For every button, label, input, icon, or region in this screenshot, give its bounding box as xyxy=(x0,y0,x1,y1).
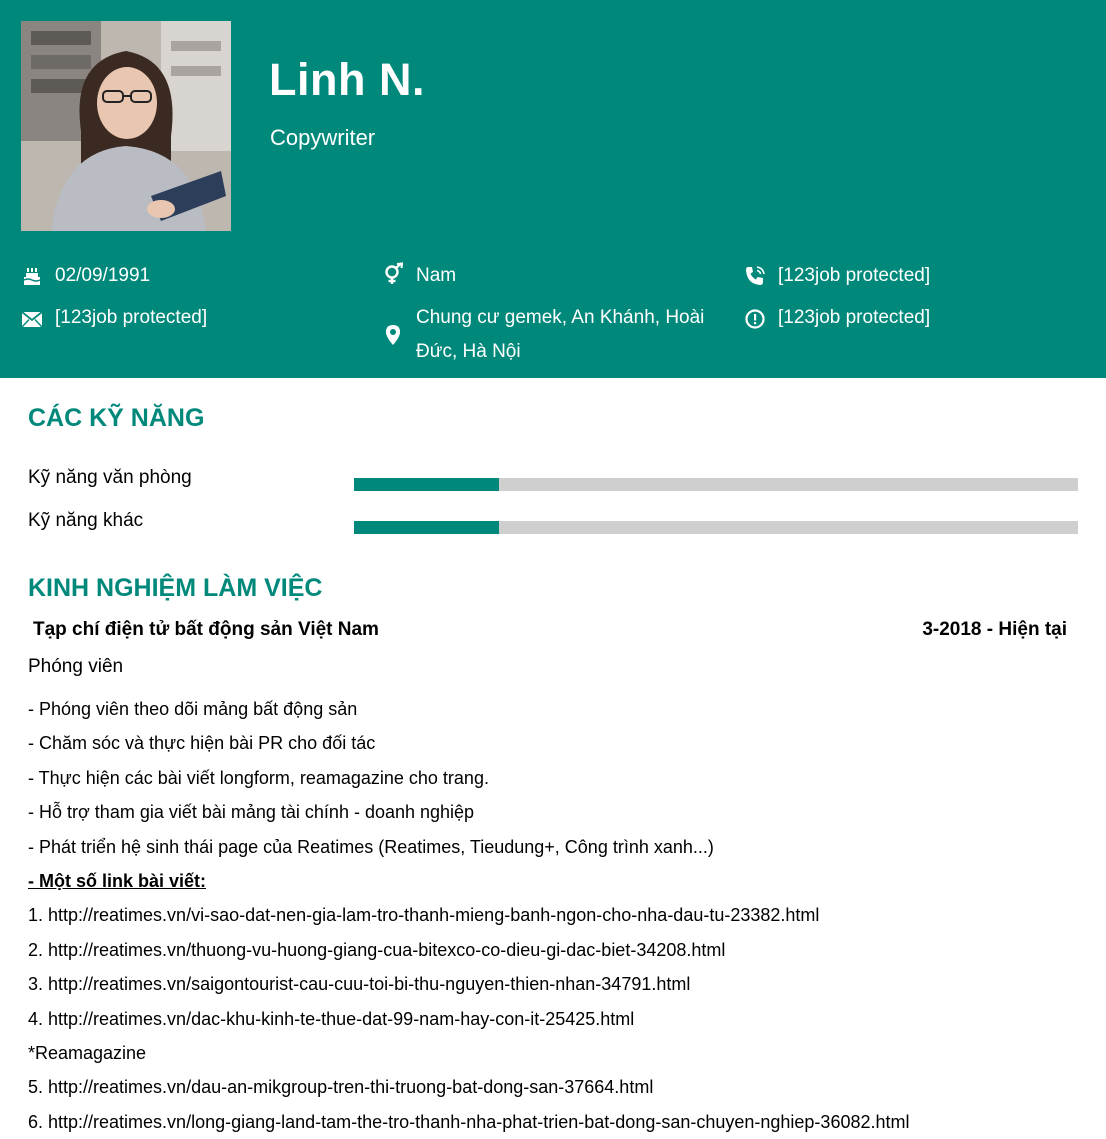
email-value: [123job protected] xyxy=(55,307,208,328)
description-line: - Thực hiện các bài viết longform, reamagazine cho trang. xyxy=(28,767,489,788)
skill-label-other: Kỹ năng khác xyxy=(28,510,144,531)
cake-icon xyxy=(21,265,43,287)
skills-title: CÁC KỸ NĂNG xyxy=(28,404,205,432)
phone-icon xyxy=(744,265,766,287)
job-position: Phóng viên xyxy=(28,656,124,677)
experience-description xyxy=(28,692,1088,1139)
profile-header xyxy=(0,0,1106,378)
skill-label-office: Kỹ năng văn phòng xyxy=(28,467,192,488)
profile-name: Linh N. xyxy=(269,54,425,105)
skill-bar-office xyxy=(354,478,1078,491)
description-line: *Reamagazine xyxy=(28,1042,147,1063)
article-link[interactable]: 5. http://reatimes.vn/dau-an-mikgroup-tren-thi-truong-bat-dong-san-37664.html xyxy=(28,1077,654,1098)
envelope-icon xyxy=(21,308,43,330)
address-line-1: Chung cư gemek, An Khánh, Hoài xyxy=(416,307,705,328)
links-heading: - Một số link bài viết: xyxy=(28,870,207,891)
description-line: - Phóng viên theo dõi mảng bất động sản xyxy=(28,699,358,719)
address-line-2: Đức, Hà Nội xyxy=(416,341,521,362)
experience-title: KINH NGHIỆM LÀM VIỆC xyxy=(28,574,323,602)
description-line: - Chăm sóc và thực hiện bài PR cho đối tác xyxy=(28,733,376,754)
article-link[interactable]: 4. http://reatimes.vn/dac-khu-kinh-te-thue-dat-99-nam-hay-con-it-25425.html xyxy=(28,1008,635,1029)
gender-value: Nam xyxy=(416,265,457,286)
article-link[interactable]: 6. http://reatimes.vn/long-giang-land-tam-the-tro-thanh-nha-phat-trien-bat-dong-san-chuyen-nghiep-36082.html xyxy=(28,1111,910,1132)
birthday-value: 02/09/1991 xyxy=(55,265,151,286)
gender-icon xyxy=(382,263,404,285)
company-name: Tạp chí điện tử bất động sản Việt Nam xyxy=(33,619,379,640)
website-value: [123job protected] xyxy=(778,307,931,328)
job-period: 3-2018 - Hiện tại xyxy=(922,619,1067,640)
article-link[interactable]: 2. http://reatimes.vn/thuong-vu-huong-giang-cua-bitexco-co-dieu-gi-dac-biet-34208.html xyxy=(28,939,726,960)
location-pin-icon xyxy=(382,324,404,346)
article-link[interactable]: 3. http://reatimes.vn/saigontourist-cau-cuu-toi-bi-thu-nguyen-thien-nhan-34791.html xyxy=(28,974,691,995)
skill-bar-office-fill xyxy=(354,478,499,491)
info-circle-icon xyxy=(744,308,766,330)
skill-bar-other xyxy=(354,521,1078,534)
article-link[interactable]: 1. http://reatimes.vn/vi-sao-dat-nen-gia-lam-tro-thanh-mieng-banh-ngon-cho-nha-dau-tu-23382.html xyxy=(28,905,820,926)
avatar xyxy=(21,21,231,231)
description-line: - Hỗ trợ tham gia viết bài mảng tài chính - doanh nghiệp xyxy=(28,802,475,823)
avatar-photo xyxy=(21,21,231,231)
phone-value: [123job protected] xyxy=(778,265,931,286)
description-line: - Phát triển hệ sinh thái page của Reatimes (Reatimes, Tieudung+, Công trình xanh...) xyxy=(28,836,714,857)
profile-role: Copywriter xyxy=(270,125,376,150)
skill-bar-other-fill xyxy=(354,521,499,534)
